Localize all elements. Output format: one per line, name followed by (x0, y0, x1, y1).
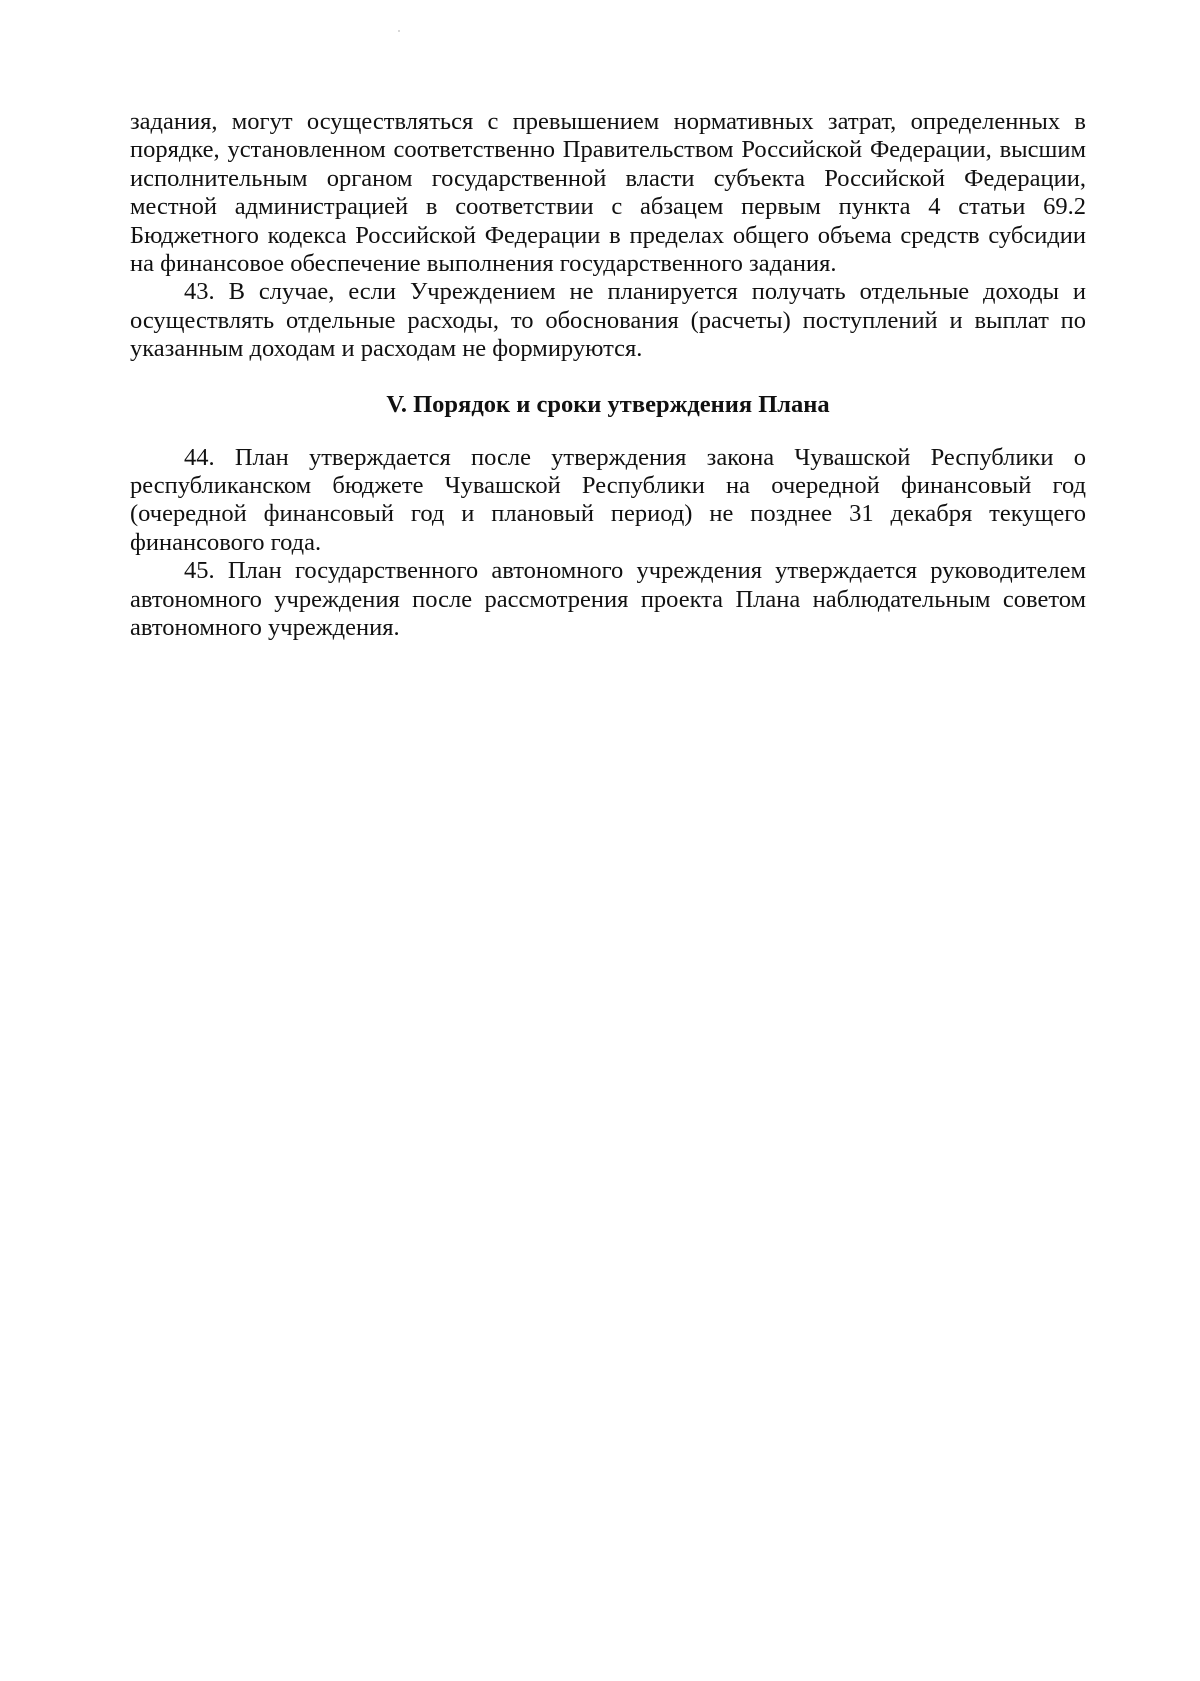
paragraph-42-continuation: задания, могут осуществляться с превышением нормативных затрат, определенных в порядке, установленном соответственно Правительством Российской Федерации, высшим исполнительным органом государственной власти субъекта Российской Федерации, местной администрацией в соответствии с абзацем первым пункта 4 статьи 69.2 Бюджетного кодекса Российской Федерации в пределах общего объема средств субсидии на финансовое обеспечение выполнения государственного задания. (130, 108, 1086, 278)
paragraph-45: 45. План государственного автономного учреждения утверждается руководителем автономного учреждения после рассмотрения проекта Плана наблюдательным советом автономного учреждения. (130, 557, 1086, 642)
scan-artifact (398, 30, 400, 32)
document-body (130, 108, 1086, 643)
paragraph-44: 44. План утверждается после утверждения закона Чувашской Республики о республиканском бюджете Чувашской Республики на очередной финансовый год (очередной финансовый год и плановый период) не позднее 31 декабря текущего финансового года. (130, 443, 1086, 556)
paragraph-43: 43. В случае, если Учреждением не планируется получать отдельные доходы и осуществлять отдельные расходы, то обоснования (расчеты) поступлений и выплат по указанным доходам и расходам не формируются. (130, 278, 1086, 363)
section-heading: V. Порядок и сроки утверждения Плана (386, 390, 830, 418)
